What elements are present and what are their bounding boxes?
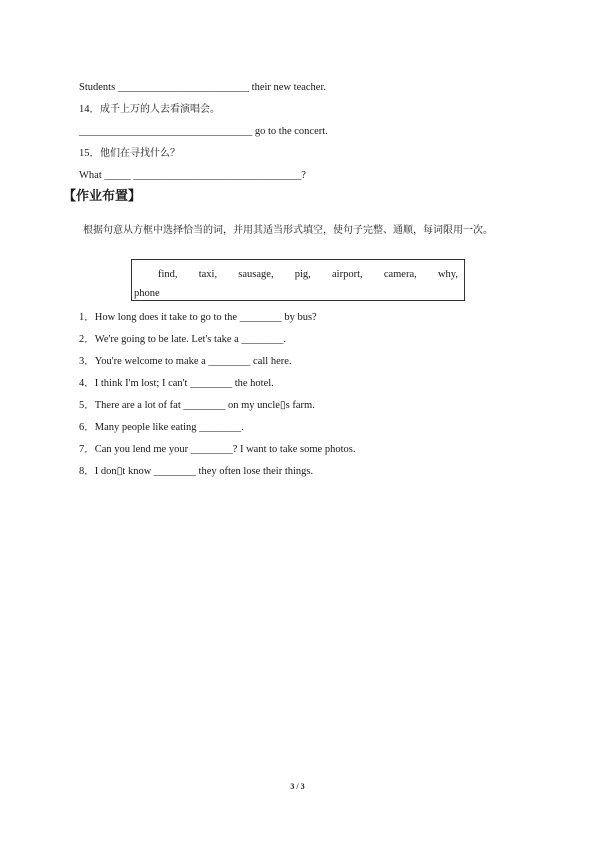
word-item: why, — [437, 269, 458, 280]
question-14 — [79, 103, 220, 117]
exercise-7: 7．Can you lend me your ________? I want to take some photos. — [79, 444, 356, 455]
word-list — [132, 268, 464, 282]
section-title: 【作业布置】 — [63, 189, 142, 204]
word-item: phone — [134, 288, 160, 299]
word-item: find, — [158, 269, 178, 280]
exercise-3: 3．You're welcome to make a ________ call here. — [79, 356, 292, 367]
instruction-paragraph: 根据句意从方框中选择恰当的词，并用其适当形式填空，使句子完整、通顺，每词限用一次。 — [83, 225, 493, 236]
word-item: pig, — [294, 269, 311, 280]
exercise-1: 1．How long does it take to go to the ________ by bus? — [79, 312, 317, 323]
word-item: airport, — [332, 269, 363, 280]
word-item: taxi, — [198, 269, 218, 280]
exercise-8: 8．I don▯t know ________ they often lose their things. — [79, 466, 314, 477]
exercise-6: 6．Many people like eating ________. — [79, 422, 244, 433]
word-box — [131, 259, 465, 301]
exercise-5: 5．There are a lot of fat ________ on my uncle▯s farm. — [79, 400, 315, 411]
exercise-2: 2．We're going to be late. Let's take a ________. — [79, 334, 287, 345]
answer-line-14: _________________________________ go to the concert. — [79, 126, 328, 137]
question-chinese: 他们在寻找什么？ — [100, 148, 180, 159]
page-number: 3 / 3 — [290, 782, 305, 791]
word-item: camera, — [383, 269, 417, 280]
question-number: 15． — [79, 148, 100, 159]
question-15 — [79, 147, 180, 161]
word-item: sausage, — [238, 269, 274, 280]
answer-line-15: What _____ ________________________________? — [79, 170, 306, 181]
question-chinese: 成千上万的人去看演唱会。 — [100, 104, 220, 115]
exercise-4: 4．I think I'm lost; I can't ________ the hotel. — [79, 378, 274, 389]
sentence-students: Students _________________________ their new teacher. — [79, 82, 327, 93]
question-number: 14． — [79, 104, 100, 115]
